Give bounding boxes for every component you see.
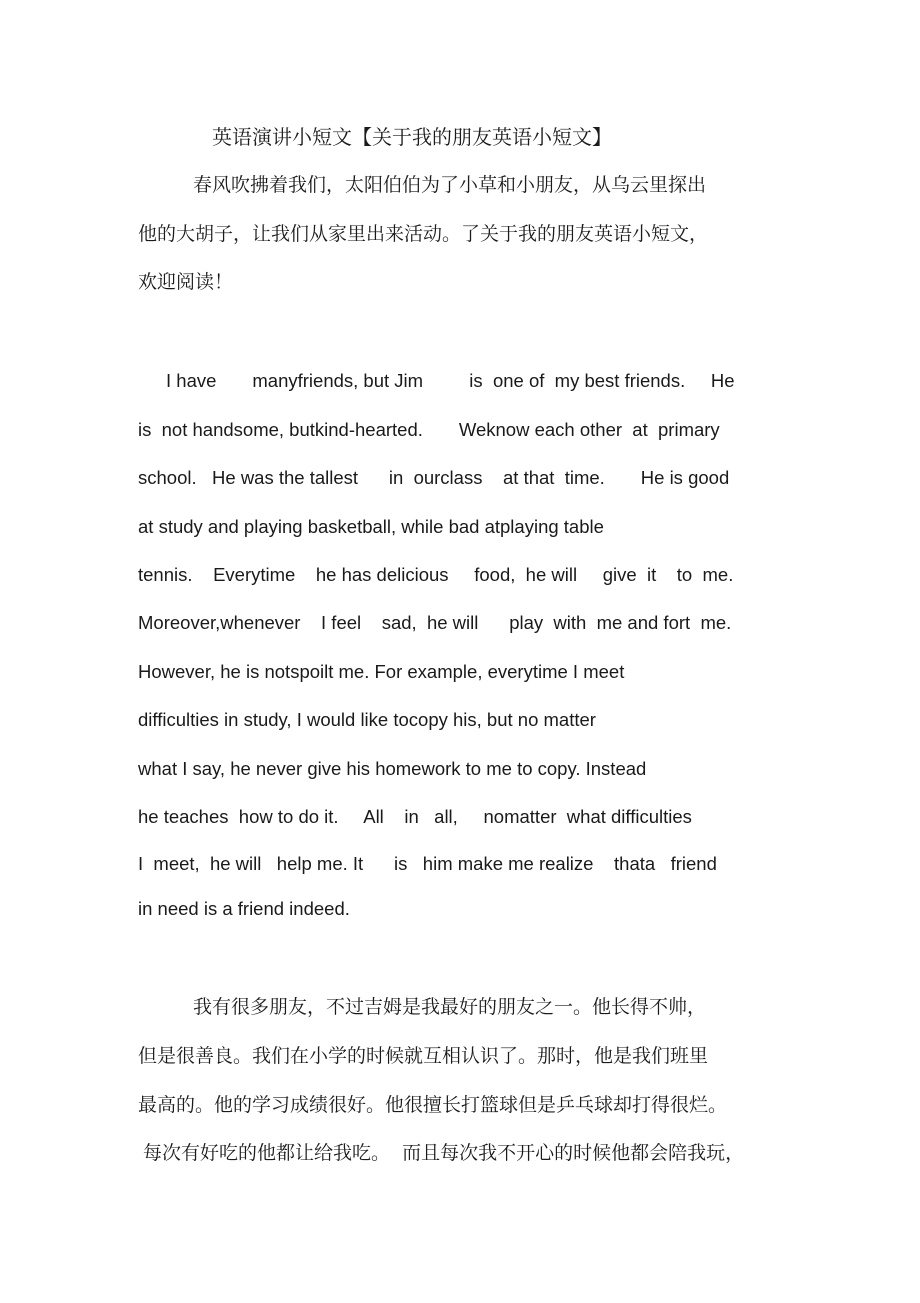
english-line: at study and playing basketball, while bad atplaying table: [138, 516, 604, 537]
intro-line: 他的大胡子，让我们从家里出来活动。了关于我的朋友英语小短文，: [138, 223, 709, 245]
intro-line: 欢迎阅读！: [138, 271, 234, 293]
intro-line: 春风吹拂着我们，太阳伯伯为了小草和小朋友，从乌云里探出: [193, 174, 707, 196]
english-line: Moreover,whenever I feel sad, he will play with me and fort me.: [138, 612, 732, 633]
chinese-line: 但是很善良。我们在小学的时候就互相认识了。那时，他是我们班里: [138, 1045, 709, 1067]
english-line: tennis. Everytime he has delicious food, he will give it to me.: [138, 564, 734, 585]
chinese-line: 每次有好吃的他都让给我吃。 而且每次我不开心的时候他都会陪我玩，: [143, 1142, 745, 1164]
english-line: I meet, he will help me. It is him make me realize thata friend: [138, 853, 717, 874]
document-title: 英语演讲小短文【关于我的朋友英语小短文】: [212, 125, 612, 149]
english-line: I have manyfriends, but Jim is one of my best friends. He: [166, 370, 735, 391]
english-line: However, he is notspoilt me. For example, everytime I meet: [138, 661, 625, 682]
english-line: what I say, he never give his homework to me to copy. Instead: [138, 758, 647, 779]
english-line: difficulties in study, I would like tocopy his, but no matter: [138, 709, 596, 730]
english-line: school. He was the tallest in ourclass at that time. He is good: [138, 467, 730, 488]
chinese-line: 最高的。他的学习成绩很好。他很擅长打篮球但是乒乓球却打得很烂。: [138, 1094, 728, 1116]
english-line: in need is a friend indeed.: [138, 898, 350, 919]
english-line: he teaches how to do it. All in all, nomatter what difficulties: [138, 806, 692, 827]
english-line: is not handsome, butkind-hearted. Weknow each other at primary: [138, 419, 720, 440]
chinese-line: 我有很多朋友，不过吉姆是我最好的朋友之一。他长得不帅，: [193, 996, 707, 1018]
